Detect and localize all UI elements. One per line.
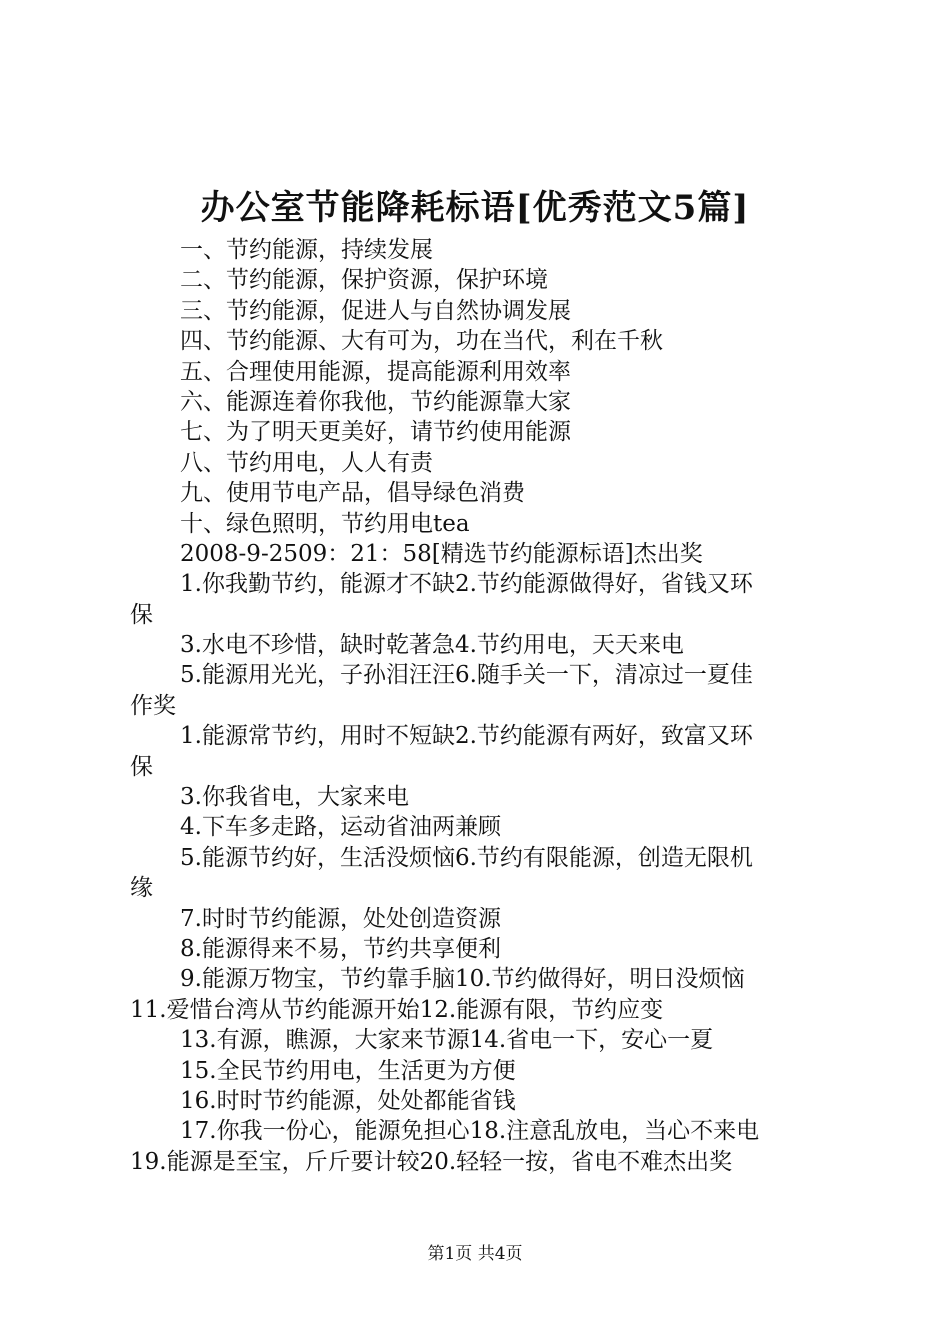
text-line: 8.能源得来不易，节约共享便利 xyxy=(180,935,501,962)
text-line: 十、绿色照明，节约用电tea xyxy=(180,510,470,537)
text-line: 5.能源用光光，子孙泪汪汪6.随手关一下，清凉过一夏佳 xyxy=(180,662,753,689)
text-line: 19.能源是至宝，斤斤要计较20.轻轻一按，省电不难杰出奖 xyxy=(130,1148,733,1175)
text-line: 三、节约能源，促进人与自然协调发展 xyxy=(180,297,571,324)
text-line: 保 xyxy=(130,601,153,628)
text-line: 11.爱惜台湾从节约能源开始12.能源有限，节约应变 xyxy=(130,996,664,1023)
text-line: 17.你我一份心，能源免担心18.注意乱放电，当心不来电 xyxy=(180,1118,760,1145)
text-line: 2008-9-2509：21：58[精选节约能源标语]杰出奖 xyxy=(180,540,703,567)
text-line: 保 xyxy=(130,753,153,780)
text-line: 一、节约能源，持续发展 xyxy=(180,237,433,263)
text-line: 16.时时节约能源，处处都能省钱 xyxy=(180,1087,516,1114)
text-line: 1.你我勤节约，能源才不缺2.节约能源做得好，省钱又环 xyxy=(180,571,753,598)
text-line: 八、节约用电，人人有责 xyxy=(180,449,433,476)
text-line: 缘 xyxy=(130,875,153,902)
text-line: 九、使用节电产品，倡导绿色消费 xyxy=(180,480,525,507)
text-line: 作奖 xyxy=(130,692,176,719)
text-line: 7.时时节约能源，处处创造资源 xyxy=(180,905,501,932)
text-line: 9.能源万物宝，节约靠手脑10.节约做得好，明日没烦恼 xyxy=(180,966,745,993)
text-line: 3.你我省电，大家来电 xyxy=(180,784,409,811)
text-line: 5.能源节约好，生活没烦恼6.节约有限能源，创造无限机 xyxy=(180,844,753,871)
text-line: 15.全民节约用电，生活更为方便 xyxy=(180,1057,516,1084)
text-line: 五、合理使用能源，提高能源利用效率 xyxy=(180,358,571,385)
text-line: 四、节约能源、大有可为，功在当代，利在千秋 xyxy=(180,328,663,355)
text-line: 13.有源，瞧源，大家来节源14.省电一下，安心一夏 xyxy=(180,1027,714,1054)
page-footer: 第1页 共4页 xyxy=(427,1244,523,1264)
text-line: 七、为了明天更美好，请节约使用能源 xyxy=(180,419,571,446)
document-title: 办公室节能降耗标语[优秀范文5篇] xyxy=(200,188,750,228)
text-line: 1.能源常节约，用时不短缺2.节约能源有两好，致富又环 xyxy=(180,723,753,750)
text-line: 六、能源连着你我他，节约能源靠大家 xyxy=(180,388,571,415)
text-line: 4.下车多走路，运动省油两兼顾 xyxy=(180,814,501,841)
text-line: 二、节约能源，保护资源，保护环境 xyxy=(180,267,548,294)
text-line: 3.水电不珍惜，缺时乾著急4.节约用电，天天来电 xyxy=(180,632,684,659)
document-body xyxy=(130,235,835,1177)
